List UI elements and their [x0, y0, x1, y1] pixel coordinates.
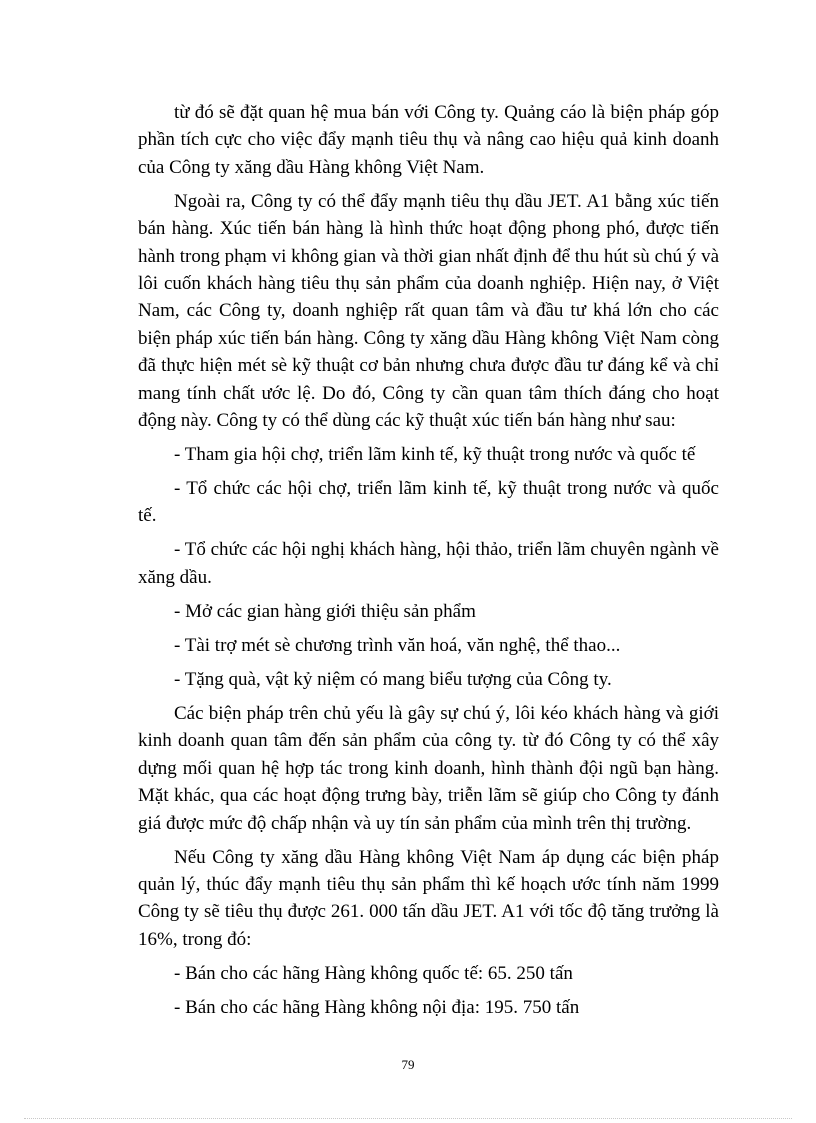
- sales-item-domestic: - Bán cho các hãng Hàng không nội địa: 195. 750 tấn: [174, 996, 580, 1018]
- paragraph-summary: Các biện pháp trên chủ yếu là gây sự chú ý, lôi kéo khách hàng và giới kinh doanh quan tâm đến sản phẩm của công ty. từ đó Công ty có thể xây dựng mối quan hệ hợp tác trong kinh doanh, hình thành đội ngũ bạn hàng. Mặt khác, qua các hoạt động trưng bày, triễn lãm sẽ giúp cho Công ty đánh giá được mức độ chấp nhận và uy tín sản phẩm của mình trên thị trường.: [138, 702, 719, 834]
- list-item: - Tặng quà, vật kỷ niệm có mang biểu tượng của Công ty.: [174, 668, 612, 690]
- paragraph-advertising: từ đó sẽ đặt quan hệ mua bán với Công ty. Quảng cáo là biện pháp góp phần tích cực cho việc đẩy mạnh tiêu thụ và nâng cao hiệu quả kinh doanh của Công ty xăng dầu Hàng không Việt Nam.: [138, 102, 719, 178]
- body-text: [138, 99, 719, 1028]
- list-item: - Tham gia hội chợ, triển lãm kinh tế, kỹ thuật trong nước và quốc tế: [174, 444, 696, 466]
- list-item: - Tài trợ mét sè chương trình văn hoá, văn nghệ, thể thao...: [174, 634, 621, 656]
- list-item: - Tổ chức các hội chợ, triển lãm kinh tế, kỹ thuật trong nước và quốc tế.: [138, 478, 719, 527]
- paragraph-forecast: Nếu Công ty xăng dầu Hàng không Việt Nam áp dụng các biện pháp quản lý, thúc đẩy mạnh tiêu thụ sản phẩm thì kế hoạch ước tính năm 1999 Công ty sẽ tiêu thụ được 261. 000 tấn dầu JET. A1 với tốc độ tăng trưởng là 16%, trong đó:: [138, 846, 719, 950]
- footer-divider: [24, 1118, 792, 1119]
- page-number: 79: [401, 1057, 415, 1072]
- list-item: - Mở các gian hàng giới thiệu sản phẩm: [174, 600, 476, 622]
- sales-item-international: - Bán cho các hãng Hàng không quốc tế: 65. 250 tấn: [174, 962, 573, 984]
- list-item: - Tổ chức các hội nghị khách hàng, hội thảo, triển lãm chuyên ngành về xăng dầu.: [138, 539, 719, 588]
- paragraph-sales-promotion: Ngoài ra, Công ty có thể đẩy mạnh tiêu thụ dầu JET. A1 bằng xúc tiến bán hàng. Xúc tiến bán hàng là hình thức hoạt động phong phó, được tiến hành trong phạm vi không gian và thời gian nhất định để thu hút sù chú ý và lôi cuốn khách hàng tiêu thụ sản phẩm của doanh nghiệp. Hiện nay, ở Việt Nam, các Công ty, doanh nghiệp rất quan tâm và đầu tư khá lớn cho các biện pháp xúc tiến bán hàng. Công ty xăng dầu Hàng không Việt Nam còng đã thực hiện mét sè kỹ thuật cơ bản nhưng chưa được đầu tư đáng kể và chỉ mang tính chất ước lệ. Do đó, Công ty cần quan tâm thích đáng cho hoạt động này. Công ty có thể dùng các kỹ thuật xúc tiến bán hàng như sau:: [138, 190, 719, 432]
